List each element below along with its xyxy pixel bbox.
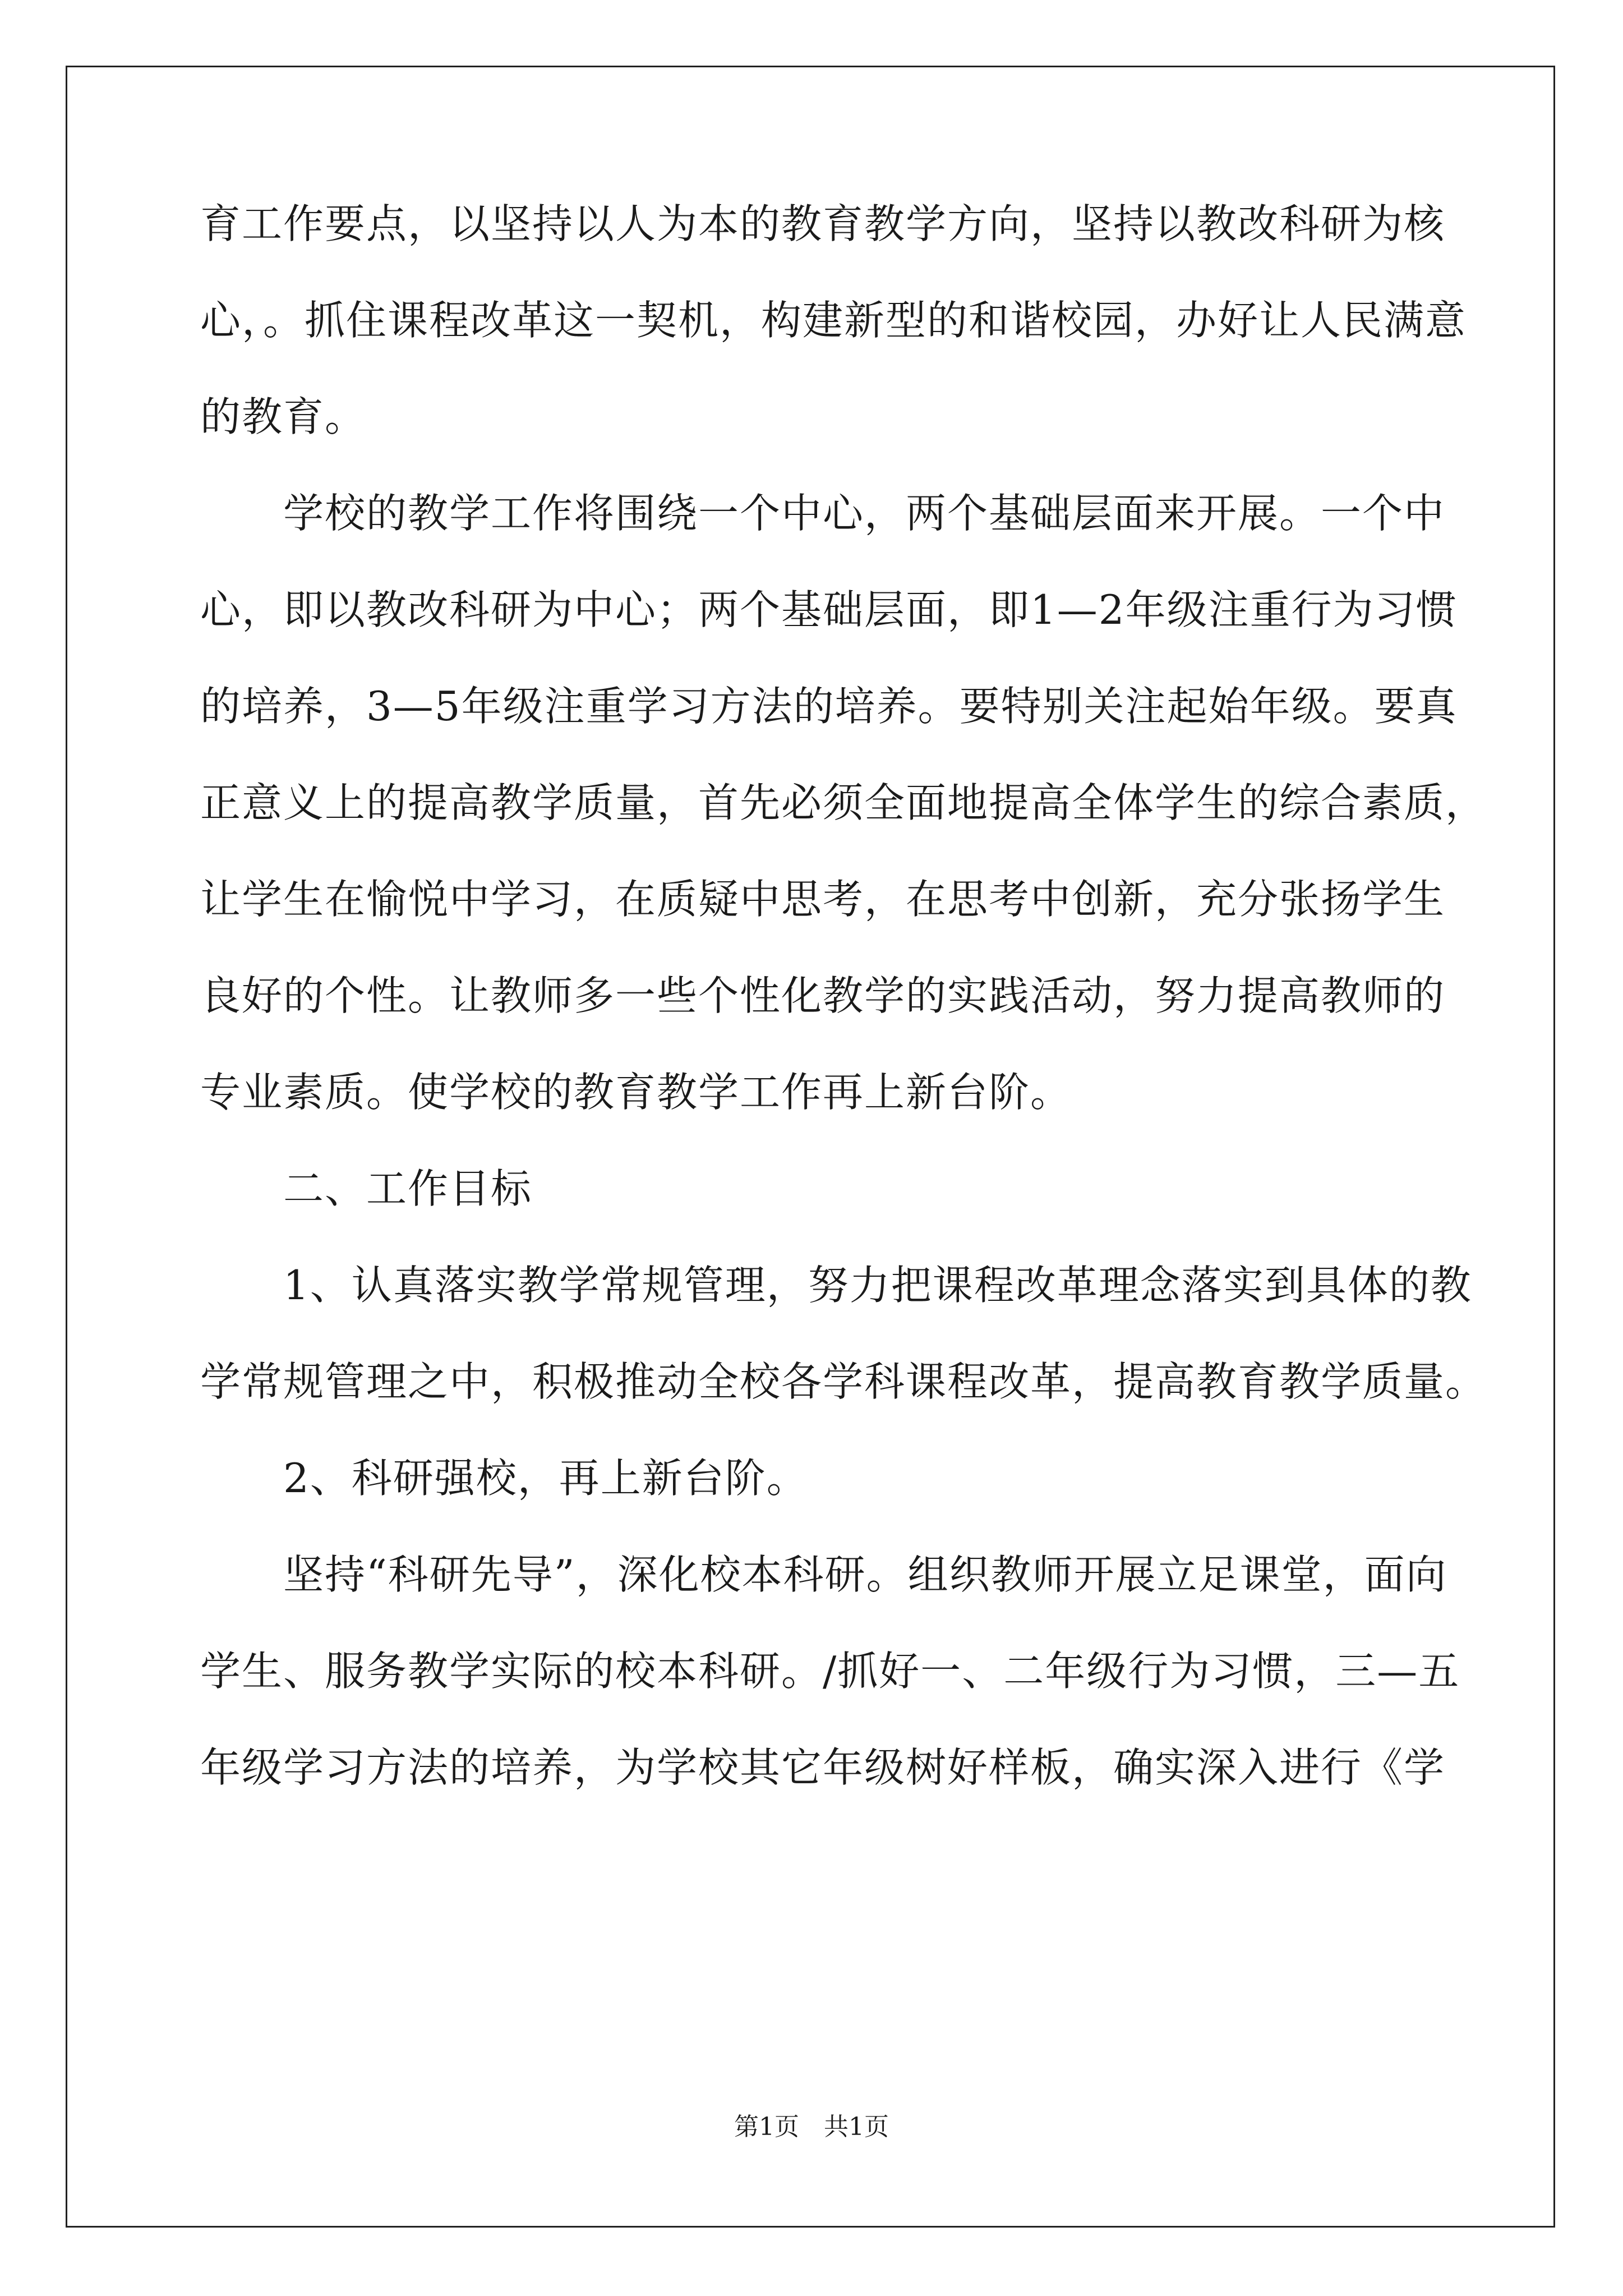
- text-line: 学生、服务教学实际的校本科研。/抓好一、二年级行为习惯，三—五: [200, 1648, 1460, 1695]
- text-line: 学校的教学工作将围绕一个中心，两个基础层面来开展。一个中: [200, 490, 1446, 537]
- text-line: 学常规管理之中，积极推动全校各学科课程改革，提高教育教学质量。: [200, 1358, 1487, 1405]
- text-line: 专业素质。使学校的教育教学工作再上新台阶。: [200, 1069, 1072, 1116]
- page-number-footer: 第1页 共1页: [734, 2113, 889, 2141]
- text-line: 让学生在愉悦中学习，在质疑中思考，在思考中创新，充分张扬学生: [200, 876, 1446, 923]
- text-line: 心，即以教改科研为中心；两个基础层面，即1—2年级注重行为习惯: [200, 586, 1458, 633]
- text-line: 育工作要点，以坚持以人为本的教育教学方向，坚持以教改科研为核: [200, 200, 1446, 247]
- text-line: 良好的个性。让教师多一些个性化教学的实践活动，努力提高教师的: [200, 972, 1446, 1019]
- page-frame: [66, 66, 1555, 2228]
- text-line: 1、认真落实教学常规管理，努力把课程改革理念落实到具体的教: [200, 1262, 1472, 1309]
- text-line: 年级学习方法的培养，为学校其它年级树好样板，确实深入进行《学: [200, 1744, 1446, 1791]
- text-line: 的培养，3—5年级注重学习方法的培养。要特别关注起始年级。要真: [200, 683, 1458, 730]
- text-line: 2、科研强校，再上新台阶。: [200, 1455, 808, 1502]
- text-line: 正意义上的提高教学质量，首先必须全面地提高全体学生的综合素质，: [200, 779, 1487, 826]
- section-heading: 二、工作目标: [200, 1165, 533, 1212]
- text-line: 坚持“科研先导”，深化校本科研。组织教师开展立足课堂，面向: [200, 1551, 1447, 1598]
- text-line: 的教育。: [200, 393, 367, 440]
- text-line: 心，。抓住课程改革这一契机，构建新型的和谐校园，办好让人民满意: [200, 297, 1467, 344]
